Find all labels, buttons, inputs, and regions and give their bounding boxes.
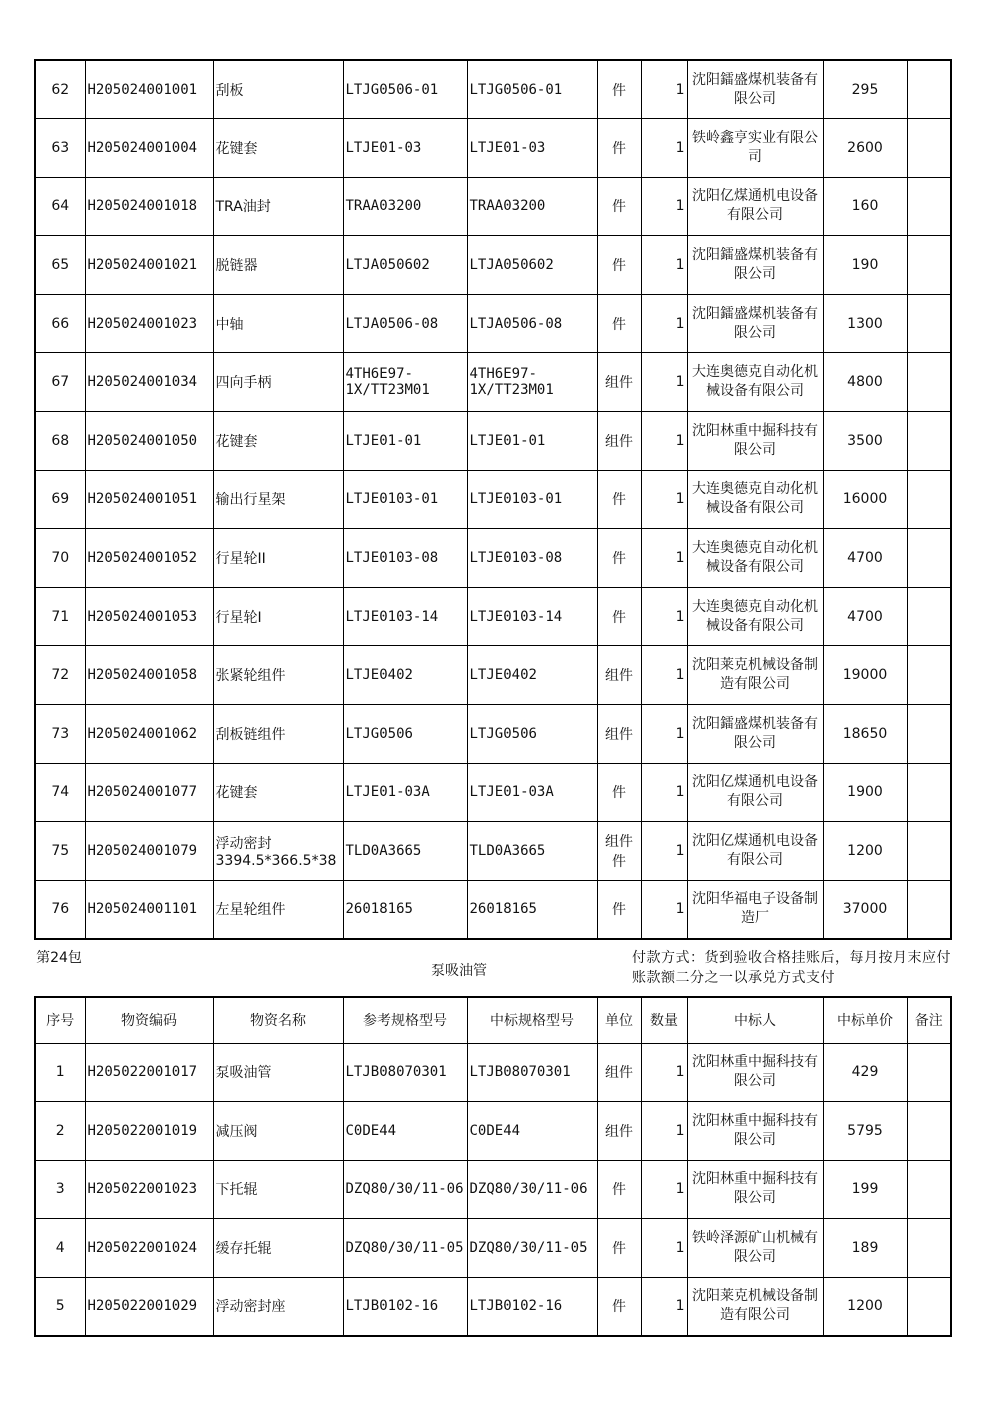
cell-vendor: 沈阳莱克机械设备制造有限公司 [687, 646, 823, 705]
cell-vendor: 大连奥德克自动化机械设备有限公司 [687, 529, 823, 588]
cell-note [907, 763, 951, 822]
cell-qty: 1 [641, 1277, 687, 1336]
header-no: 序号 [35, 997, 85, 1043]
cell-ref: TRAA03200 [343, 177, 467, 236]
cell-name: 下托辊 [213, 1160, 343, 1219]
table-row [35, 60, 951, 119]
cell-ref: LTJA0506-08 [343, 294, 467, 353]
cell-vendor: 铁岭泽源矿山机械有限公司 [687, 1219, 823, 1278]
table-header-row [35, 997, 951, 1043]
cell-ref: LTJE01-03 [343, 119, 467, 178]
table-row [35, 1277, 951, 1336]
cell-code: H205024001079 [85, 822, 213, 881]
cell-qty: 1 [641, 880, 687, 939]
cell-no: 62 [35, 60, 85, 119]
cell-unit: 组件 [597, 646, 641, 705]
cell-unit: 件 [597, 236, 641, 295]
cell-ref: 26018165 [343, 880, 467, 939]
cell-no: 73 [35, 705, 85, 764]
cell-no: 68 [35, 412, 85, 471]
cell-code: H205024001050 [85, 412, 213, 471]
table-row [35, 470, 951, 529]
header-price: 中标单价 [823, 997, 907, 1043]
table-row [35, 1219, 951, 1278]
cell-ref: LTJE0103-14 [343, 587, 467, 646]
cell-code: H205024001004 [85, 119, 213, 178]
cell-spec: LTJE01-01 [467, 412, 597, 471]
cell-name: 刮板链组件 [213, 705, 343, 764]
cell-price: 4700 [823, 587, 907, 646]
cell-price: 1200 [823, 822, 907, 881]
cell-name: 花键套 [213, 412, 343, 471]
cell-vendor: 沈阳莱克机械设备制造有限公司 [687, 1277, 823, 1336]
cell-no: 69 [35, 470, 85, 529]
cell-price: 1900 [823, 763, 907, 822]
cell-name: 刮板 [213, 60, 343, 119]
table-row [35, 1160, 951, 1219]
cell-name: 左星轮组件 [213, 880, 343, 939]
cell-spec: C0DE44 [467, 1102, 597, 1161]
cell-qty: 1 [641, 1043, 687, 1102]
cell-unit: 组件 [597, 353, 641, 412]
table-row [35, 822, 951, 881]
cell-price: 1200 [823, 1277, 907, 1336]
bid-table-package-23 [34, 59, 952, 940]
cell-qty: 1 [641, 763, 687, 822]
cell-code: H205024001001 [85, 60, 213, 119]
cell-spec: LTJE01-03 [467, 119, 597, 178]
cell-no: 67 [35, 353, 85, 412]
header-unit: 单位 [597, 997, 641, 1043]
cell-note [907, 822, 951, 881]
cell-spec: LTJE0103-01 [467, 470, 597, 529]
cell-price: 4700 [823, 529, 907, 588]
cell-unit: 件 [597, 587, 641, 646]
cell-price: 190 [823, 236, 907, 295]
cell-vendor: 沈阳华福电子设备制造厂 [687, 880, 823, 939]
cell-qty: 1 [641, 822, 687, 881]
cell-spec: LTJA0506-08 [467, 294, 597, 353]
cell-price: 5795 [823, 1102, 907, 1161]
cell-unit: 组件件 [597, 822, 641, 881]
cell-code: H205024001034 [85, 353, 213, 412]
cell-unit: 件 [597, 470, 641, 529]
cell-vendor: 沈阳鐳盛煤机装备有限公司 [687, 294, 823, 353]
cell-note [907, 646, 951, 705]
cell-ref: LTJE01-01 [343, 412, 467, 471]
cell-qty: 1 [641, 119, 687, 178]
cell-code: H205022001024 [85, 1219, 213, 1278]
cell-code: H205024001101 [85, 880, 213, 939]
cell-vendor: 沈阳亿煤通机电设备有限公司 [687, 822, 823, 881]
cell-vendor: 沈阳亿煤通机电设备有限公司 [687, 763, 823, 822]
cell-code: H205022001029 [85, 1277, 213, 1336]
cell-price: 429 [823, 1043, 907, 1102]
header-name: 物资名称 [213, 997, 343, 1043]
cell-qty: 1 [641, 1160, 687, 1219]
cell-unit: 组件 [597, 705, 641, 764]
cell-qty: 1 [641, 705, 687, 764]
cell-price: 37000 [823, 880, 907, 939]
cell-note [907, 1043, 951, 1102]
cell-name: 张紧轮组件 [213, 646, 343, 705]
cell-vendor: 沈阳亿煤通机电设备有限公司 [687, 177, 823, 236]
cell-ref: LTJG0506-01 [343, 60, 467, 119]
cell-spec: LTJE0103-14 [467, 587, 597, 646]
cell-qty: 1 [641, 1219, 687, 1278]
cell-code: H205024001052 [85, 529, 213, 588]
table-row [35, 705, 951, 764]
cell-price: 3500 [823, 412, 907, 471]
cell-spec: LTJG0506-01 [467, 60, 597, 119]
cell-code: H205024001053 [85, 587, 213, 646]
cell-note [907, 177, 951, 236]
cell-name: TRA油封 [213, 177, 343, 236]
cell-unit: 组件 [597, 1102, 641, 1161]
cell-no: 70 [35, 529, 85, 588]
cell-no: 63 [35, 119, 85, 178]
cell-vendor: 沈阳林重中掘科技有限公司 [687, 412, 823, 471]
cell-unit: 件 [597, 294, 641, 353]
header-vendor: 中标人 [687, 997, 823, 1043]
cell-ref: C0DE44 [343, 1102, 467, 1161]
cell-price: 18650 [823, 705, 907, 764]
cell-code: H205024001062 [85, 705, 213, 764]
cell-note [907, 60, 951, 119]
cell-spec: 4TH6E97-1X/TT23M01 [467, 353, 597, 412]
cell-name: 花键套 [213, 119, 343, 178]
cell-vendor: 铁岭鑫亨实业有限公司 [687, 119, 823, 178]
cell-vendor: 沈阳鐳盛煤机装备有限公司 [687, 705, 823, 764]
cell-spec: LTJE0402 [467, 646, 597, 705]
table-row [35, 763, 951, 822]
table-row [35, 412, 951, 471]
cell-spec: 26018165 [467, 880, 597, 939]
cell-price: 199 [823, 1160, 907, 1219]
cell-ref: LTJG0506 [343, 705, 467, 764]
cell-price: 1300 [823, 294, 907, 353]
cell-qty: 1 [641, 177, 687, 236]
package-number: 第24包 [36, 950, 82, 966]
cell-ref: 4TH6E97-1X/TT23M01 [343, 353, 467, 412]
header-spec: 中标规格型号 [467, 997, 597, 1043]
cell-name: 行星轮II [213, 529, 343, 588]
cell-name: 脱链器 [213, 236, 343, 295]
cell-note [907, 294, 951, 353]
cell-price: 295 [823, 60, 907, 119]
cell-unit: 组件 [597, 1043, 641, 1102]
cell-name: 泵吸油管 [213, 1043, 343, 1102]
cell-unit: 件 [597, 119, 641, 178]
table-row [35, 880, 951, 939]
cell-unit: 件 [597, 177, 641, 236]
cell-note [907, 353, 951, 412]
cell-no: 4 [35, 1219, 85, 1278]
cell-price: 2600 [823, 119, 907, 178]
cell-unit: 件 [597, 1277, 641, 1336]
cell-code: H205024001021 [85, 236, 213, 295]
cell-code: H205022001019 [85, 1102, 213, 1161]
cell-spec: TRAA03200 [467, 177, 597, 236]
header-qty: 数量 [641, 997, 687, 1043]
cell-vendor: 沈阳鐳盛煤机装备有限公司 [687, 60, 823, 119]
cell-vendor: 大连奥德克自动化机械设备有限公司 [687, 353, 823, 412]
cell-ref: LTJE0103-08 [343, 529, 467, 588]
cell-spec: LTJE01-03A [467, 763, 597, 822]
cell-code: H205024001023 [85, 294, 213, 353]
cell-no: 66 [35, 294, 85, 353]
table-row [35, 236, 951, 295]
cell-unit: 件 [597, 529, 641, 588]
table-row [35, 294, 951, 353]
cell-note [907, 880, 951, 939]
cell-code: H205022001023 [85, 1160, 213, 1219]
table-row [35, 119, 951, 178]
header-note: 备注 [907, 997, 951, 1043]
cell-qty: 1 [641, 1102, 687, 1161]
package-header [34, 948, 952, 992]
cell-note [907, 1277, 951, 1336]
cell-note [907, 705, 951, 764]
cell-ref: DZQ80/30/11-05 [343, 1219, 467, 1278]
cell-note [907, 529, 951, 588]
cell-ref: DZQ80/30/11-06 [343, 1160, 467, 1219]
cell-ref: LTJE0402 [343, 646, 467, 705]
cell-no: 75 [35, 822, 85, 881]
cell-name: 浮动密封座 [213, 1277, 343, 1336]
cell-note [907, 587, 951, 646]
cell-vendor: 沈阳鐳盛煤机装备有限公司 [687, 236, 823, 295]
cell-no: 3 [35, 1160, 85, 1219]
header-code: 物资编码 [85, 997, 213, 1043]
cell-ref: LTJB0102-16 [343, 1277, 467, 1336]
cell-name: 输出行星架 [213, 470, 343, 529]
cell-ref: LTJB08070301 [343, 1043, 467, 1102]
table-row [35, 529, 951, 588]
cell-qty: 1 [641, 646, 687, 705]
cell-spec: LTJB0102-16 [467, 1277, 597, 1336]
cell-vendor: 沈阳林重中掘科技有限公司 [687, 1043, 823, 1102]
cell-spec: LTJA050602 [467, 236, 597, 295]
cell-no: 65 [35, 236, 85, 295]
cell-qty: 1 [641, 529, 687, 588]
cell-spec: LTJG0506 [467, 705, 597, 764]
cell-spec: DZQ80/30/11-05 [467, 1219, 597, 1278]
bid-table-package-24 [34, 996, 952, 1337]
cell-note [907, 412, 951, 471]
table-row [35, 1043, 951, 1102]
cell-qty: 1 [641, 60, 687, 119]
cell-price: 160 [823, 177, 907, 236]
table-row [35, 353, 951, 412]
cell-spec: TLD0A3665 [467, 822, 597, 881]
package-title: 泵吸油管 [431, 963, 487, 979]
cell-unit: 件 [597, 763, 641, 822]
cell-ref: LTJE0103-01 [343, 470, 467, 529]
cell-ref: LTJE01-03A [343, 763, 467, 822]
cell-ref: TLD0A3665 [343, 822, 467, 881]
cell-name: 花键套 [213, 763, 343, 822]
table-row [35, 177, 951, 236]
cell-note [907, 470, 951, 529]
cell-name: 减压阀 [213, 1102, 343, 1161]
payment-terms: 付款方式：货到验收合格挂账后，每月按月末应付账款额二分之一以承兑方式支付 [632, 950, 951, 986]
cell-no: 64 [35, 177, 85, 236]
cell-code: H205024001058 [85, 646, 213, 705]
cell-unit: 组件 [597, 412, 641, 471]
cell-ref: LTJA050602 [343, 236, 467, 295]
cell-spec: LTJE0103-08 [467, 529, 597, 588]
cell-price: 4800 [823, 353, 907, 412]
cell-no: 71 [35, 587, 85, 646]
cell-name: 缓存托辊 [213, 1219, 343, 1278]
cell-unit: 件 [597, 880, 641, 939]
cell-vendor: 沈阳林重中掘科技有限公司 [687, 1102, 823, 1161]
cell-price: 16000 [823, 470, 907, 529]
cell-unit: 件 [597, 1160, 641, 1219]
cell-spec: DZQ80/30/11-06 [467, 1160, 597, 1219]
table-row [35, 587, 951, 646]
cell-qty: 1 [641, 412, 687, 471]
cell-qty: 1 [641, 353, 687, 412]
cell-no: 1 [35, 1043, 85, 1102]
cell-name: 浮动密封3394.5*366.5*38 [213, 822, 343, 881]
cell-note [907, 1102, 951, 1161]
cell-code: H205024001077 [85, 763, 213, 822]
cell-name: 中轴 [213, 294, 343, 353]
cell-name: 行星轮I [213, 587, 343, 646]
cell-qty: 1 [641, 236, 687, 295]
cell-code: H205024001018 [85, 177, 213, 236]
cell-price: 19000 [823, 646, 907, 705]
cell-note [907, 119, 951, 178]
cell-unit: 件 [597, 60, 641, 119]
cell-qty: 1 [641, 587, 687, 646]
table-row [35, 646, 951, 705]
header-ref: 参考规格型号 [343, 997, 467, 1043]
cell-no: 2 [35, 1102, 85, 1161]
cell-price: 189 [823, 1219, 907, 1278]
cell-vendor: 沈阳林重中掘科技有限公司 [687, 1160, 823, 1219]
cell-qty: 1 [641, 294, 687, 353]
cell-spec: LTJB08070301 [467, 1043, 597, 1102]
cell-note [907, 236, 951, 295]
cell-no: 72 [35, 646, 85, 705]
cell-qty: 1 [641, 470, 687, 529]
cell-vendor: 大连奥德克自动化机械设备有限公司 [687, 587, 823, 646]
cell-no: 5 [35, 1277, 85, 1336]
cell-no: 76 [35, 880, 85, 939]
cell-note [907, 1160, 951, 1219]
cell-no: 74 [35, 763, 85, 822]
cell-code: H205022001017 [85, 1043, 213, 1102]
cell-vendor: 大连奥德克自动化机械设备有限公司 [687, 470, 823, 529]
cell-note [907, 1219, 951, 1278]
cell-unit: 件 [597, 1219, 641, 1278]
cell-code: H205024001051 [85, 470, 213, 529]
cell-name: 四向手柄 [213, 353, 343, 412]
table-row [35, 1102, 951, 1161]
